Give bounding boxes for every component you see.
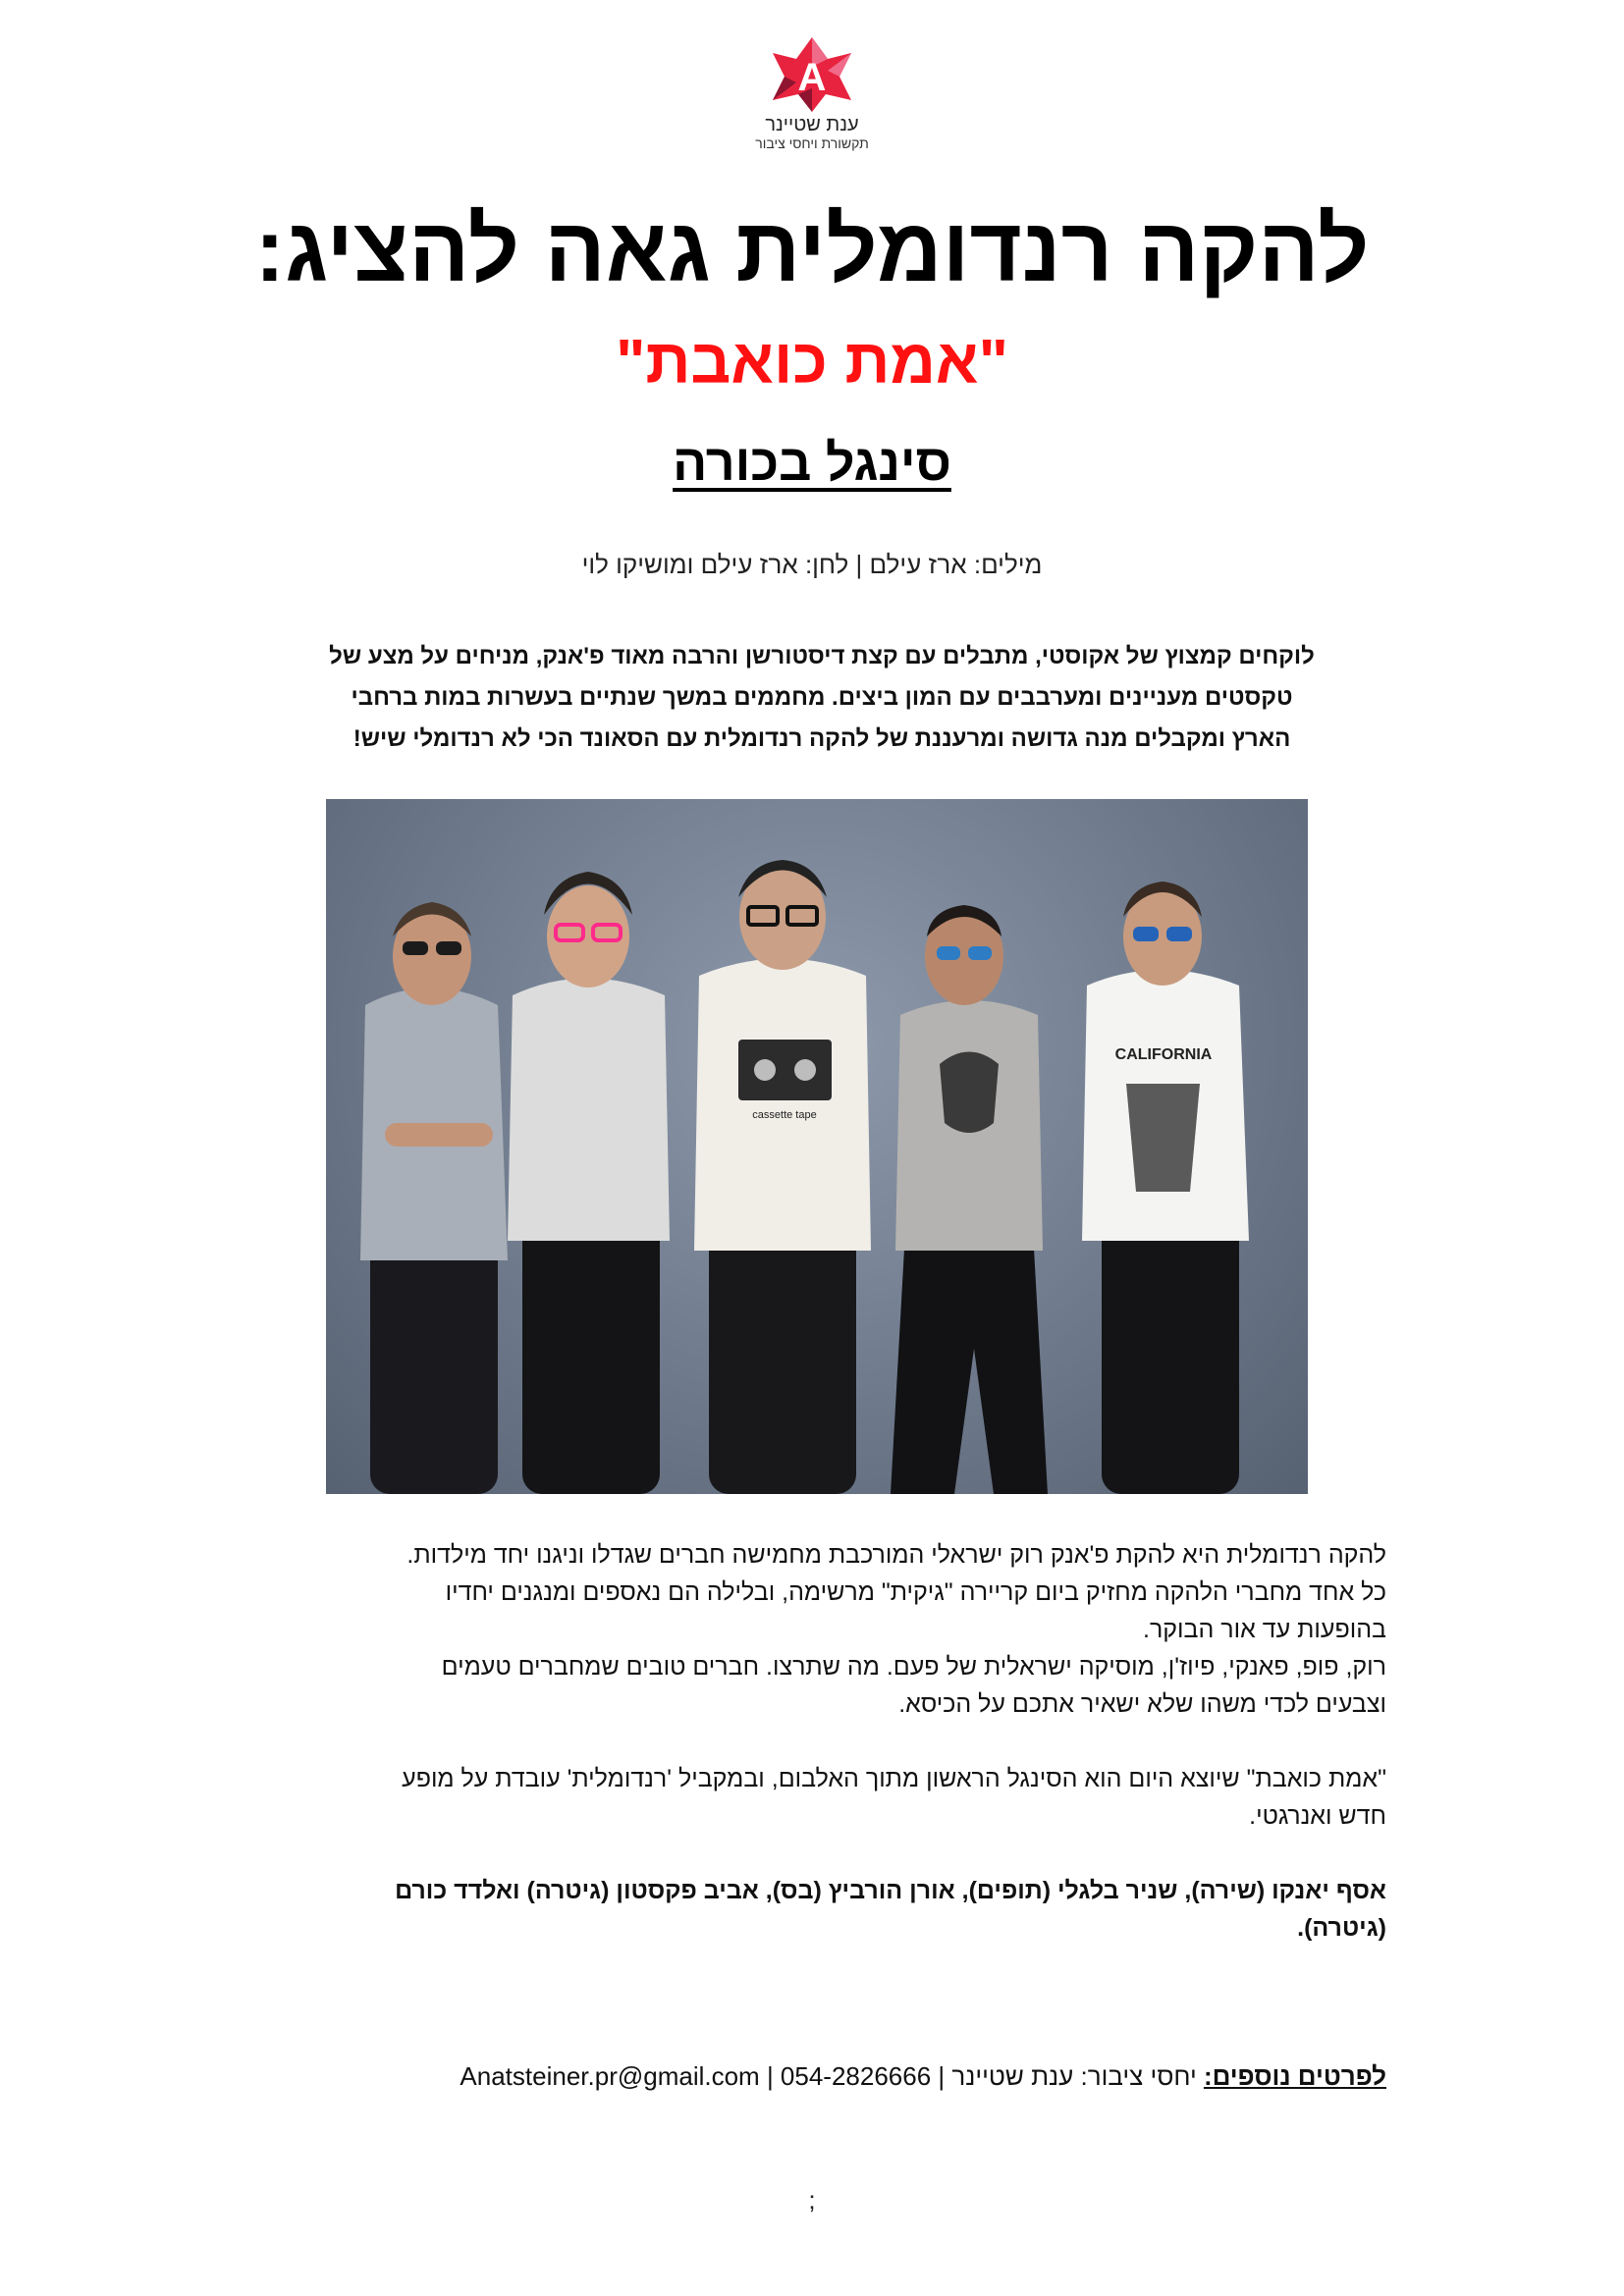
song-title: "אמת כואבת" [616,326,1008,397]
paragraph-spacer [257,1835,1386,1872]
svg-text:A: A [797,56,827,99]
band-member-4 [891,905,1048,1494]
paragraph-line: רוק, פופ, פאנקי, פיוז'ן, מוסיקה ישראלית של פעם. מה שתרצו. חברים טובים שמחברים טעמים [441,1653,1386,1681]
release-type-text: סינגל בכורה [673,435,951,492]
song-credits: מילים: ארז עילם | לחן: ארז עילם ומושיקו לוי [581,550,1043,579]
band-members-line: אסף יאנקו (שירה), שניר בלגלי (תופים), אורן הורביץ (בס), אביב פקסטון (גיטרה) ואלדד כורם [395,1877,1386,1904]
release-type [137,434,1487,493]
band-member-3 [694,860,871,1494]
band-member-1 [360,902,508,1494]
paragraph-line: כל אחד מחברי הלהקה מחזיק ביום קריירה "גיקית" מרשימה, ובלילה הם נאספים ומנגנים יחדיו [445,1578,1386,1606]
intro-paragraph [257,636,1386,760]
band-photo-illustration [326,799,1308,1494]
band-photo [326,799,1308,1494]
logo-company-name: ענת שטיינר [765,114,859,135]
paragraph-line: וצבעים לכדי משהו שלא ישאיר אתכם על הכיסא. [898,1690,1386,1718]
contact-info [257,2059,1386,2093]
logo-tagline: תקשורת ויחסי ציבור [755,135,869,151]
paragraph-spacer [257,1723,1386,1760]
paragraph-line: "אמת כואבת" שיוצא היום הוא הסינגל הראשון מתוך האלבום, ובמקביל 'רנדומלית' עובדת על מופע [402,1765,1386,1792]
paragraph-line: להקה רנדומלית היא להקת פ'אנק רוק ישראלי המורכבת מחמישה חברים שגדלו וניגנו יחד מילדות. [406,1541,1386,1569]
footer-mark: ; [808,2185,816,2215]
page-title: להקה רנדומלית גאה להציג: [254,200,1370,300]
company-logo [743,37,881,173]
shirt-text-cassette: cassette tape [752,1109,817,1121]
paragraph-line: חדש ואנרגטי. [1249,1802,1386,1830]
intro-line: לוקחים קמצוץ של אקוסטי, מתבלים עם קצת דיסטורשן והרבה מאוד פ'אנק, מניחים על מצע של [329,643,1315,669]
contact-details: יחסי ציבור: ענת שטיינר | 054-2826666 | Anatsteiner.pr@gmail.com [460,2061,1204,2091]
band-member-5 [1082,881,1249,1494]
paragraph-line: בהופעות עד אור הבוקר. [1143,1616,1386,1643]
band-member-2 [508,872,670,1494]
main-text [257,1536,1386,1947]
intro-line: טקסטים מעניינים ומערבבים עם המון ביצים. מחממים במשך שנתיים בעשרות במות ברחבי [351,684,1293,711]
shirt-text-california: CALIFORNIA [1114,1046,1213,1063]
band-members-line: (גיטרה). [1297,1914,1386,1942]
intro-line: הארץ ומקבלים מנה גדושה ומרעננת של להקה רנדומלית עם הסאונד הכי לא רנדומלי שיש! [352,725,1291,752]
contact-label: לפרטים נוספים: [1203,2061,1386,2091]
logo-star-icon [773,37,851,112]
